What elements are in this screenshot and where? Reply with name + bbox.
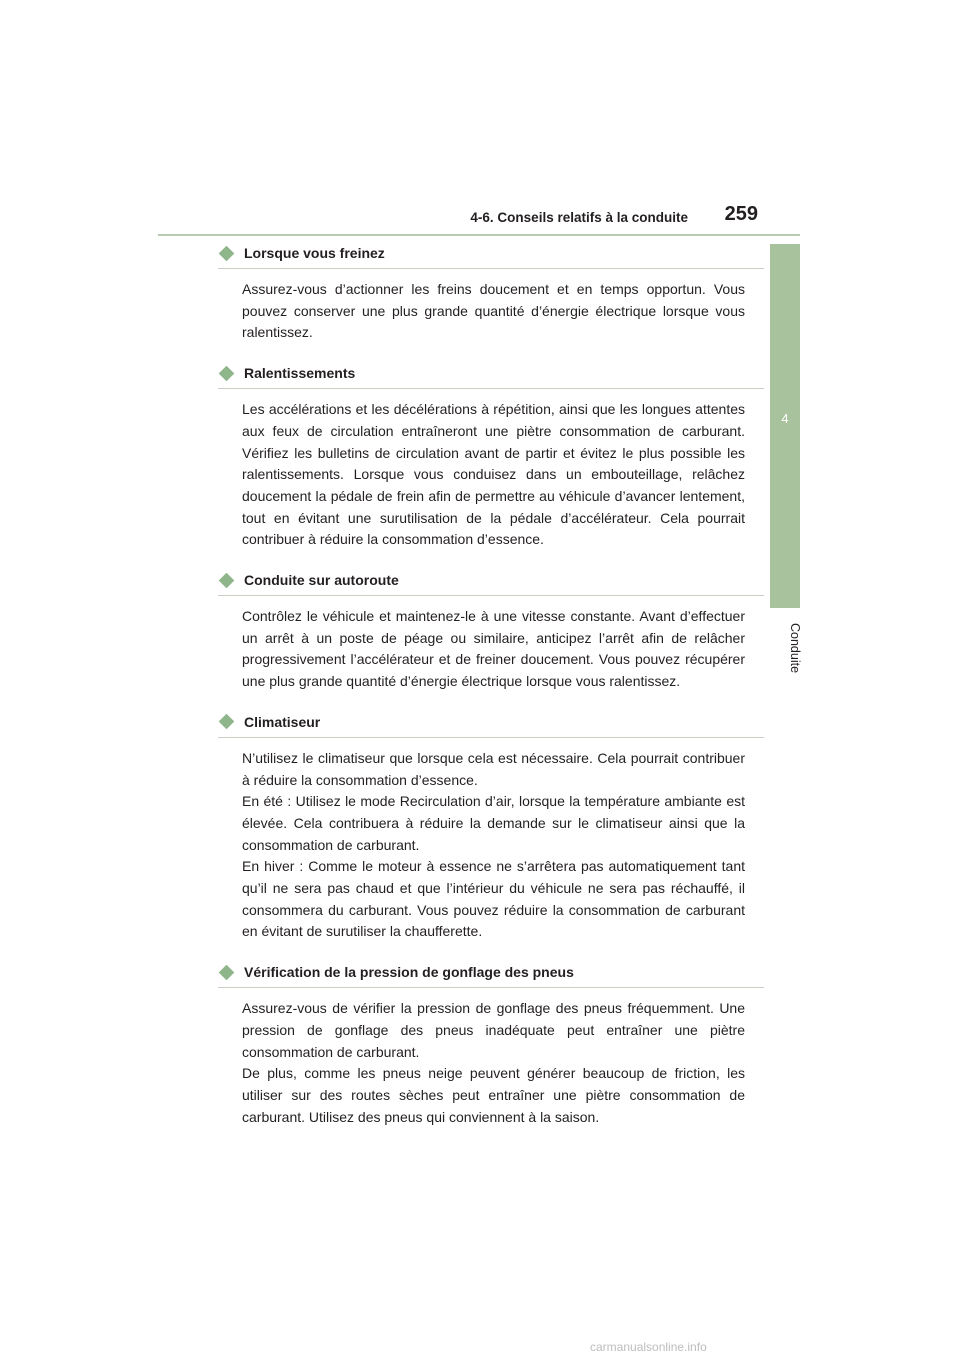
section-body (242, 399, 745, 551)
section-braking (218, 238, 778, 344)
chapter-number: 4 (781, 411, 789, 426)
paragraph: Assurez-vous de vérifier la pression de gonflage des pneus fréquemment. Une pression de gonflage des pneus inadéquate peut entraîner une piètre consommation de carburant. (242, 1000, 745, 1060)
section-heading (218, 957, 764, 988)
section-heading-text: Vérification de la pression de gonflage des pneus (244, 964, 574, 981)
section-heading (218, 358, 764, 389)
section-heading-text: Conduite sur autoroute (244, 572, 399, 589)
paragraph: En hiver : Comme le moteur à essence ne s’arrêtera pas automatiquement tant qu’il ne sera pas chaud et que l’intérieur du véhicule ne sera pas réchauffé, il consommera du carburant. Vous pouvez réduire la consommation de carburant en évitant de surutiliser la chaufferette. (242, 858, 745, 940)
paragraph: Les accélérations et les décélérations à répétition, ainsi que les longues attentes aux feux de circulation entraîneront une piètre consommation de carburant. Vérifiez les bulletins de circulation avant de partir et évitez le plus possible les ralentissements. Lorsque vous conduisez dans un embouteillage, relâchez doucement la pédale de frein afin de permettre au véhicule d’avancer lentement, tout en évitant une surutilisation de la pédale d’accélérateur. Cela pourrait contribuer à réduire la consommation d’essence. (242, 401, 745, 548)
diamond-bullet-icon (219, 572, 235, 588)
page-content (218, 238, 778, 1128)
page-number: 259 (724, 203, 758, 225)
section-heading (218, 565, 764, 596)
section-slowdowns (218, 358, 778, 551)
header-section-title: 4-6. Conseils relatifs à la conduite (470, 210, 688, 225)
section-heading (218, 238, 764, 269)
section-air-conditioner (218, 707, 778, 943)
paragraph: Contrôlez le véhicule et maintenez-le à une vitesse constante. Avant d’effectuer un arrêt à un poste de péage ou similaire, anticipez l’arrêt afin de relâcher progressivement l’accélérateur et de freiner doucement. Vous pouvez récupérer une plus grande quantité d’énergie électrique lorsque vous ralentissez. (242, 608, 745, 690)
diamond-bullet-icon (219, 714, 235, 730)
section-tire-pressure (218, 957, 778, 1128)
paragraph: De plus, comme les pneus neige peuvent générer beaucoup de friction, les utiliser sur des routes sèches peut entraîner une piètre consommation de carburant. Utilisez des pneus qui conviennent à la saison. (242, 1065, 745, 1125)
paragraph: Assurez-vous d’actionner les freins doucement et en temps opportun. Vous pouvez conserver une plus grande quantité d’énergie électrique lorsque vous ralentissez. (242, 281, 745, 341)
page-header (158, 200, 800, 236)
diamond-bullet-icon (219, 245, 235, 261)
section-body (242, 279, 745, 344)
footer-watermark: carmanualsonline.info (590, 1340, 707, 1354)
section-heading (218, 707, 764, 738)
section-body (242, 748, 745, 943)
section-body (242, 998, 745, 1128)
section-heading-text: Lorsque vous freinez (244, 245, 385, 261)
chapter-label: Conduite (788, 623, 802, 674)
diamond-bullet-icon (219, 365, 235, 381)
paragraph: N’utilisez le climatiseur que lorsque cela est nécessaire. Cela pourrait contribuer à réduire la consommation d’essence. (242, 749, 745, 788)
section-heading-text: Ralentissements (244, 365, 356, 382)
section-heading-text: Climatiseur (244, 713, 321, 730)
section-highway (218, 565, 778, 693)
diamond-bullet-icon (219, 964, 235, 980)
paragraph: En été : Utilisez le mode Recirculation d’air, lorsque la température ambiante est élevée. Cela contribuera à réduire la demande sur le climatiseur ainsi que la consommation de carburant. (242, 793, 745, 853)
section-body (242, 606, 745, 693)
